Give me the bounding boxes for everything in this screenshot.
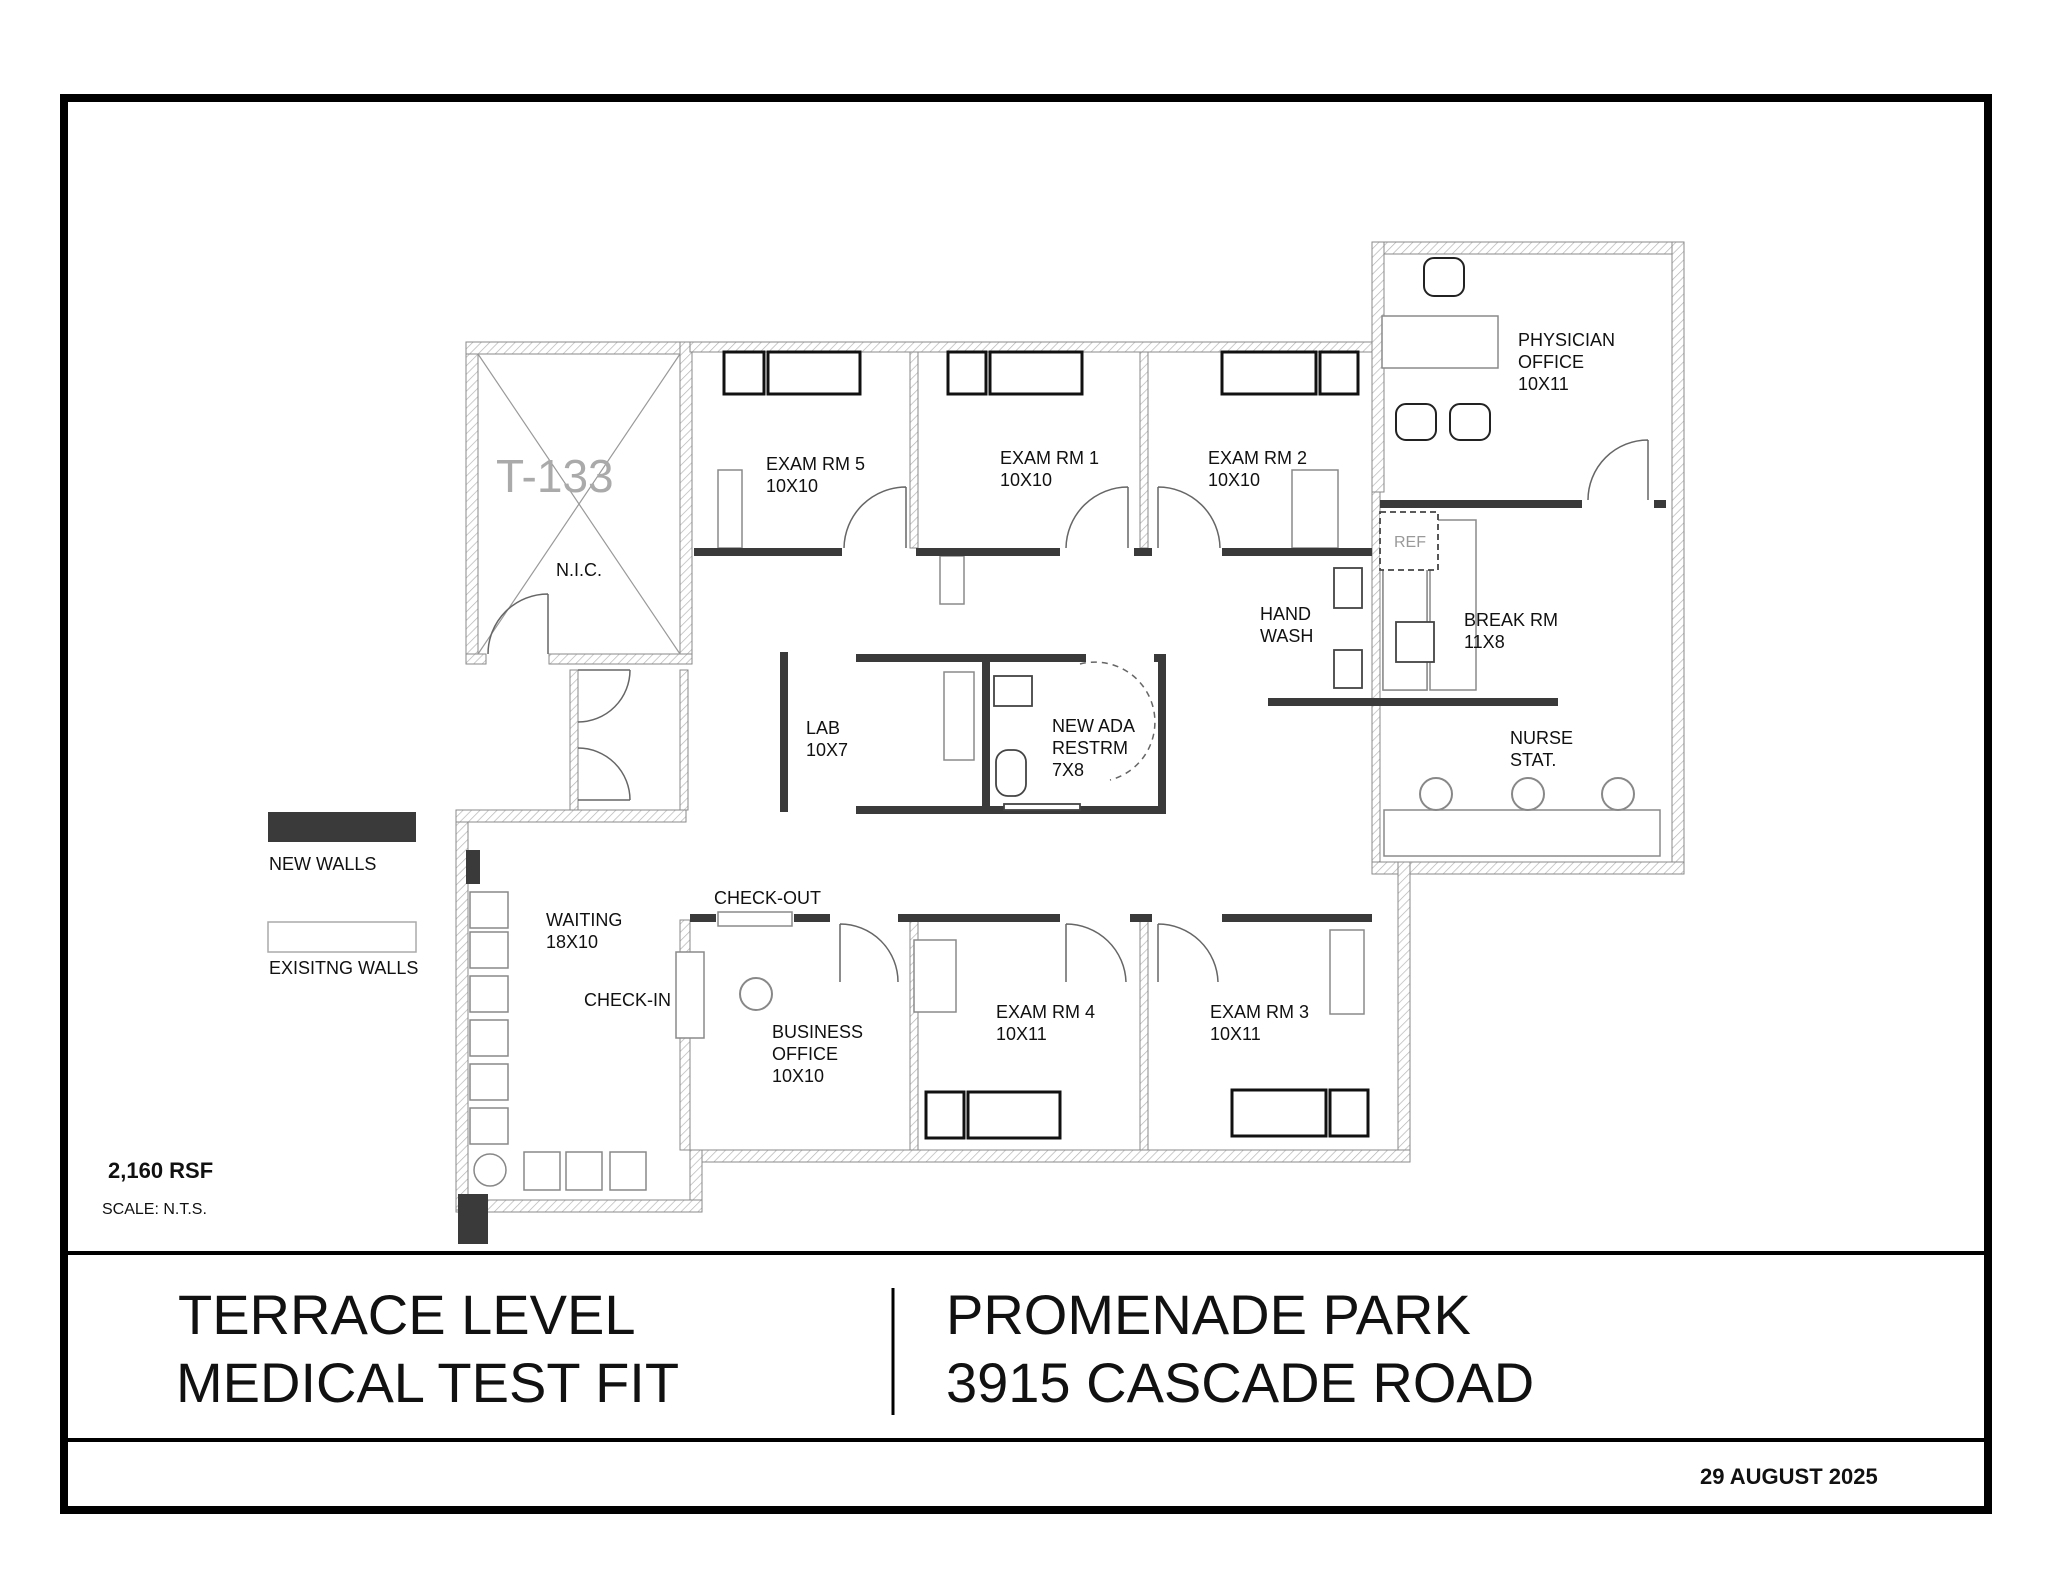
exam4-name: EXAM RM 4	[996, 1002, 1096, 1022]
lab-size: 10X7	[806, 740, 849, 760]
exam2-name: EXAM RM 2	[1208, 448, 1308, 468]
legend-existing-walls-swatch	[268, 922, 416, 952]
project-title-line2: MEDICAL TEST FIT	[176, 1351, 680, 1414]
waiting-name: WAITING	[546, 910, 623, 930]
nic-label: N.I.C.	[556, 560, 603, 580]
exam5-name: EXAM RM 5	[766, 454, 866, 474]
nurse-line2: STAT.	[1510, 750, 1557, 770]
break-size: 11X8	[1464, 632, 1505, 652]
exam3-size: 10X11	[1210, 1024, 1261, 1044]
physician-name2: OFFICE	[1518, 352, 1584, 372]
legend-existing-walls-label: EXISITNG WALLS	[269, 958, 419, 978]
scale-label: SCALE: N.T.S.	[102, 1201, 207, 1218]
business-name: BUSINESS	[772, 1022, 864, 1042]
legend-new-walls-label: NEW WALLS	[269, 854, 377, 874]
exam1-name: EXAM RM 1	[1000, 448, 1100, 468]
restroom-name2: RESTRM	[1052, 738, 1128, 758]
handwash-line2: WASH	[1260, 626, 1314, 646]
ref-label: REF	[1394, 534, 1426, 551]
business-name2: OFFICE	[772, 1044, 838, 1064]
break-name: BREAK RM	[1464, 610, 1559, 630]
drawing-date: 29 AUGUST 2025	[1700, 1464, 1878, 1489]
legend-new-walls-swatch	[268, 812, 416, 842]
area-label: 2,160 RSF	[108, 1158, 214, 1183]
building-address: 3915 CASCADE ROAD	[946, 1351, 1535, 1414]
checkout-label: CHECK-OUT	[714, 888, 821, 908]
exam3-name: EXAM RM 3	[1210, 1002, 1310, 1022]
nurse-line1: NURSE	[1510, 728, 1574, 748]
lab-name: LAB	[806, 718, 841, 738]
business-size: 10X10	[772, 1066, 825, 1086]
restroom-size: 7X8	[1052, 760, 1085, 780]
casework	[676, 316, 1660, 1038]
waiting-size: 18X10	[546, 932, 599, 952]
restroom-name: NEW ADA	[1052, 716, 1136, 736]
exam5-size: 10X10	[766, 476, 819, 496]
nic-tag: T-133	[496, 450, 614, 502]
project-title-line1: TERRACE LEVEL	[178, 1283, 636, 1346]
checkin-label: CHECK-IN	[584, 990, 672, 1010]
exam1-size: 10X10	[1000, 470, 1053, 490]
exam4-size: 10X11	[996, 1024, 1047, 1044]
building-name: PROMENADE PARK	[946, 1283, 1471, 1346]
handwash-line1: HAND	[1260, 604, 1312, 624]
physician-size: 10X11	[1518, 374, 1569, 394]
exam2-size: 10X10	[1208, 470, 1261, 490]
physician-name: PHYSICIAN	[1518, 330, 1616, 350]
